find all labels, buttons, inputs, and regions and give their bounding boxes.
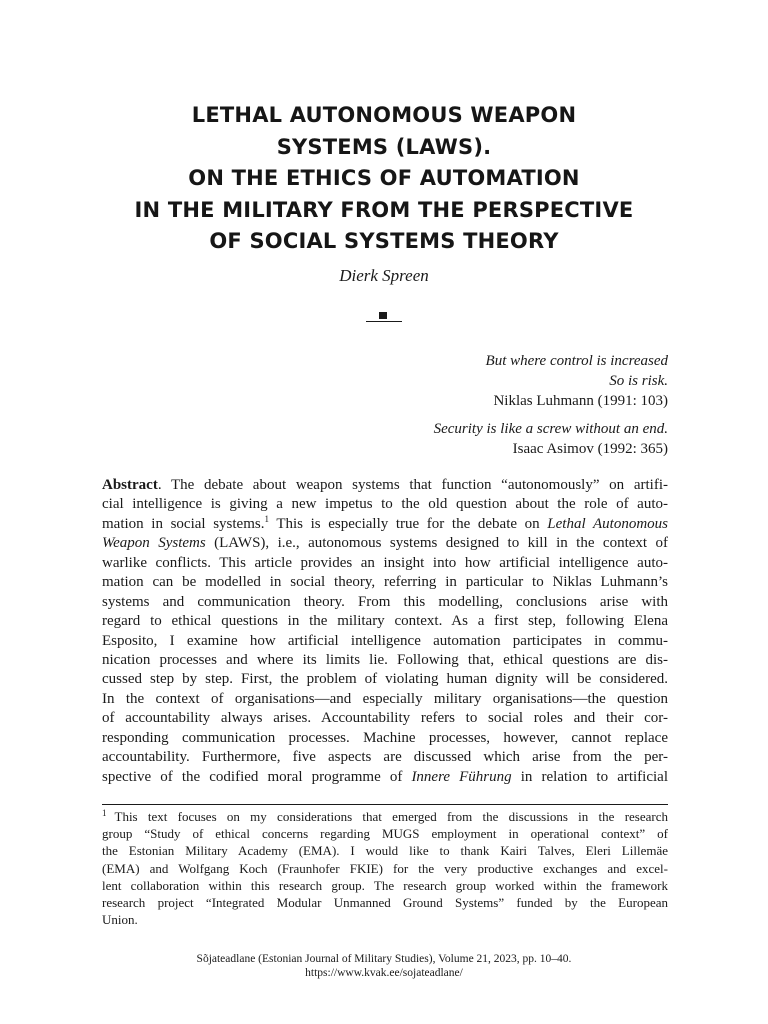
journal-url[interactable]: https://www.kvak.ee/sojateadlane/ [305,967,463,979]
abstract-line: regard to ethical questions in the military context. As a first step, following Elena [102,613,668,630]
abstract-text: This is especially true for the debate on [268,515,548,532]
abstract-line [102,515,668,534]
article-title [100,100,668,258]
abstract-italic: Weapon Systems [102,535,206,552]
abstract-line: nication processes and where its limits lie. Following that, ethical questions are dis- [102,651,668,668]
abstract-text: (LAWS), i.e., autonomous systems designed to kill in the context of [205,535,668,552]
footnote-mark: 1 [102,808,107,818]
abstract-line: of accountability always arises. Accountability refers to social roles and their cor- [102,710,668,727]
footnote-text: This text focuses on my considerations that emerged from the discussions in the research [114,809,668,824]
footnote-ref[interactable]: 1 [264,513,269,524]
epigraph-quote-line: So is risk. [609,373,668,389]
abstract-line: In the context of organisations—and especially military organisations—the question [102,690,668,707]
abstract-text: spective of the codified moral programme of [102,768,412,785]
footnote-line: (EMA) and Wolfgang Koch (Fraunhofer FKIE) for the very productive exchanges and excel- [102,860,668,876]
abstract-line: Esposito, I examine how artificial intelligence automation participates in commu- [102,632,668,649]
abstract-line: cial intelligence is giving a new impetus to the old question about the role of auto- [102,496,668,513]
abstract-text: . The debate about weapon systems that function “autonomously” on artifi- [157,477,668,493]
footnote-line: group “Study of ethical concerns regarding MUGS employment in operational context” of [102,826,668,842]
abstract-paragraph [102,476,668,787]
abstract-text: in relation to artificial [511,768,668,785]
epigraph-luhmann [248,351,668,411]
title-line: IN THE MILITARY FROM THE PERSPECTIVE [134,197,634,222]
epigraph-asimov [248,419,668,459]
epigraph-attribution: Isaac Asimov (1992: 365) [512,441,668,457]
footnote-line: the Estonian Military Academy (EMA). I would like to thank Kairi Talves, Eleri Lillemäe [102,843,668,859]
footnote-line [102,808,668,825]
title-line: SYSTEMS (LAWS). [276,134,492,159]
epigraph-quote-line: But where control is increased [485,353,668,369]
abstract-line [102,476,668,495]
ornament-square [379,312,387,319]
epigraph-attribution: Niklas Luhmann (1991: 103) [493,393,668,409]
footnote-line: lent collaboration within this research group. The research group worked within the framework [102,877,668,893]
abstract-line: responding communication processes. Machine processes, however, cannot replace [102,729,668,746]
journal-citation: Sõjateadlane (Estonian Journal of Military Studies), Volume 21, 2023, pp. 10–40. [196,953,572,965]
footnote [102,808,668,928]
title-line: ON THE ETHICS OF AUTOMATION [188,166,580,190]
section-ornament [366,312,402,324]
abstract-line: accountability. Furthermore, five aspects are discussed which arise from the per- [102,749,668,766]
author-name: Dierk Spreen [339,266,429,285]
title-line: LETHAL AUTONOMOUS WEAPON [191,103,577,127]
abstract-text: mation in social systems. [102,515,265,532]
abstract-line [102,534,668,553]
journal-footer [100,952,668,980]
epigraph-quote-line: Security is like a screw without an end. [433,421,668,437]
title-line: OF SOCIAL SYSTEMS THEORY [209,229,559,253]
abstract-italic: Innere Führung [411,768,512,785]
abstract-label: Abstract [102,477,158,493]
abstract-italic: Lethal Autonomous [547,515,668,532]
abstract-line: cussed step by step. First, the problem of violating human dignity will be considered. [102,671,668,688]
abstract-line: warlike conflicts. This article provides an insight into how artificial intelligence auto- [102,554,668,571]
footnote-line: research project “Integrated Modular Unmanned Ground Systems” funded by the European [102,894,668,910]
footnote-rule [102,804,668,805]
abstract-line: systems and communication theory. From this modelling, conclusions arise with [102,593,668,610]
footnote-line: Union. [102,912,138,928]
ornament-rule [366,321,402,322]
abstract-line [102,768,668,787]
abstract-line: mation can be modelled in social theory, referring in particular to Niklas Luhmann’s [102,574,668,591]
